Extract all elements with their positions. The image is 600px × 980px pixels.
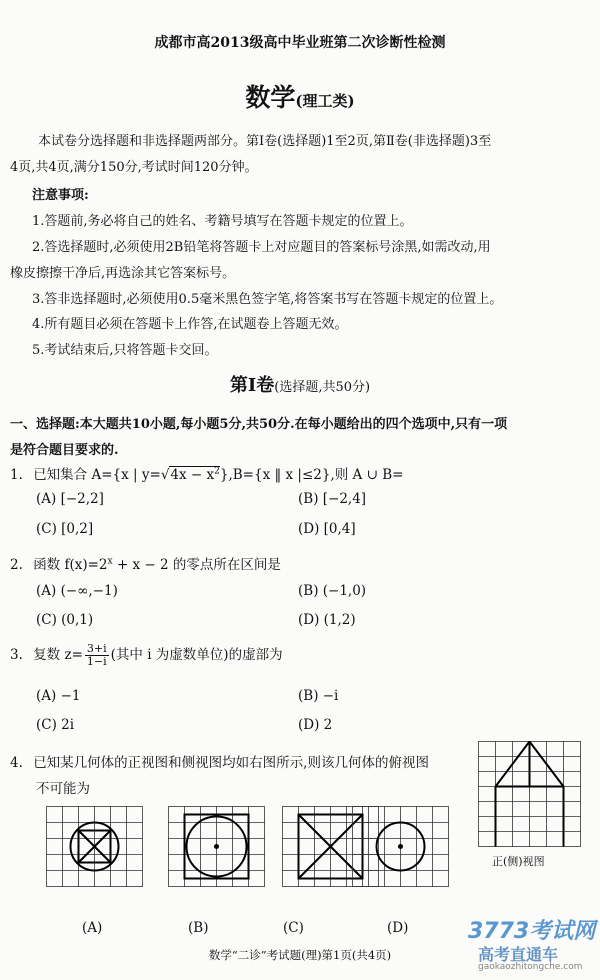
- question-4-stem-1: [10, 751, 429, 771]
- question-1-stem-b: },B={x ‖ x |≤2},则 A ∪ B=: [219, 467, 404, 483]
- question-1-option-a: (A) [−2,2]: [36, 491, 104, 507]
- figure-label-d: (D): [387, 920, 409, 936]
- figure-label-c: (C): [283, 920, 304, 936]
- question-3-stem-b: (其中 i 为虚数单位)的虚部为: [110, 647, 283, 663]
- question-4-stem-a: 已知某几何体的正视图和侧视图均如右图所示,则该几何体的俯视图: [33, 755, 429, 771]
- note-2b: 橡皮擦擦干净后,再选涂其它答案标号。: [10, 266, 236, 281]
- question-1-radicand-base: 4x − x: [170, 467, 215, 483]
- question-2-stem-b: + x − 2 的零点所在区间是: [112, 557, 281, 573]
- question-1-option-d: (D) [0,4]: [298, 521, 356, 537]
- intro-line-1: 本试卷分选择题和非选择题两部分。第Ⅰ卷(选择题)1至2页,第Ⅱ卷(非选择题)3至: [38, 134, 492, 149]
- question-2-stem: [10, 553, 281, 573]
- section-note: (选择题,共50分): [274, 380, 371, 395]
- question-2-option-c: (C) (0,1): [36, 612, 94, 628]
- watermark-slogan: 高考直通车: [478, 945, 559, 964]
- question-3-fraction: [85, 643, 109, 668]
- note-3: 3.答非选择题时,必须使用0.5毫米黑色签字笔,将答案书写在答题卡规定的位置上。: [32, 292, 503, 307]
- section-heading: [0, 371, 600, 397]
- question-4-stem-2: 不可能为: [36, 781, 90, 797]
- question-1-stem: 1. 已知集合 A={x | $y=√4x - x^2\},B=\{x$ ‖ x |≤2},则 A ∪ B=: [10, 466, 404, 483]
- question-4-number: 4.: [10, 755, 23, 771]
- figure-label-a: (A): [82, 920, 103, 936]
- question-2-stem-a: 函数 f(x)=2: [33, 557, 108, 573]
- question-3-option-c: (C) 2i: [36, 717, 75, 733]
- front-side-view-figure: [478, 741, 586, 849]
- question-1-radicand: [169, 466, 219, 483]
- watermark-brand: 3773考试网: [468, 919, 596, 944]
- note-4: 4.所有题目必须在答题卡上作答,在试题卷上答题无效。: [32, 317, 348, 332]
- question-2-number: 2.: [10, 557, 23, 573]
- question-1-option-c: (C) [0,2]: [36, 521, 94, 537]
- top-view-option-a: [46, 806, 144, 888]
- part1-line-2: 是符合题目要求的.: [10, 443, 119, 458]
- question-3-stem: [10, 643, 283, 668]
- part1-line-1: 一、选择题:本大题共10小题,每小题5分,共50分.在每小题给出的四个选项中,只有一项: [10, 417, 508, 432]
- question-3-fraction-den: 1−i: [86, 655, 107, 668]
- notes-heading: 注意事项:: [32, 188, 89, 203]
- question-2-option-d: (D) (1,2): [298, 612, 356, 628]
- figure-label-b: (B): [188, 920, 209, 936]
- question-2-option-a: (A) (−∞,−1): [36, 583, 118, 599]
- question-1-number: 1.: [10, 467, 23, 483]
- question-3-option-a: (A) −1: [36, 688, 81, 704]
- intro-line-2: 4页,共4页,满分150分,考试时间120分钟。: [10, 160, 258, 175]
- subject-note: (理工类): [295, 92, 355, 110]
- question-2-option-b: (B) (−1,0): [298, 583, 367, 599]
- question-1-stem-a: 已知集合 A={x | y=: [33, 467, 161, 483]
- question-2-exp: x: [107, 556, 113, 567]
- note-2a: 2.答选择题时,必须使用2B铅笔将答题卡上对应题目的答案标号涂黑,如需改动,用: [32, 240, 491, 255]
- front-side-view-caption: 正(侧)视图: [492, 855, 545, 868]
- top-view-option-b: [168, 806, 266, 888]
- subject-name: 数学: [245, 83, 296, 112]
- watermark-url: gaokaozhitongche.com: [478, 962, 583, 972]
- top-view-option-d: [352, 806, 450, 888]
- page-footer: 数学“二诊”考试题(理)第1页(共4页): [208, 948, 392, 962]
- question-1-radicand-exp: 2: [214, 466, 220, 477]
- section-title: 第Ⅰ卷: [229, 375, 275, 396]
- question-3-number: 3.: [10, 647, 23, 663]
- exam-title: 成都市高2013级高中毕业班第二次诊断性检测: [154, 35, 446, 51]
- note-5: 5.考试结束后,只将答题卡交回。: [32, 343, 218, 358]
- note-1: 1.答题前,务必将自己的姓名、考籍号填写在答题卡规定的位置上。: [32, 214, 413, 229]
- question-3-stem-a: 复数 z=: [33, 647, 83, 663]
- question-1-option-b: (B) [−2,4]: [298, 491, 367, 507]
- question-3-fraction-num: 3+i: [86, 642, 107, 655]
- subject-heading: [0, 78, 600, 114]
- question-3-option-b: (B) −i: [298, 688, 339, 704]
- question-3-option-d: (D) 2: [298, 717, 333, 733]
